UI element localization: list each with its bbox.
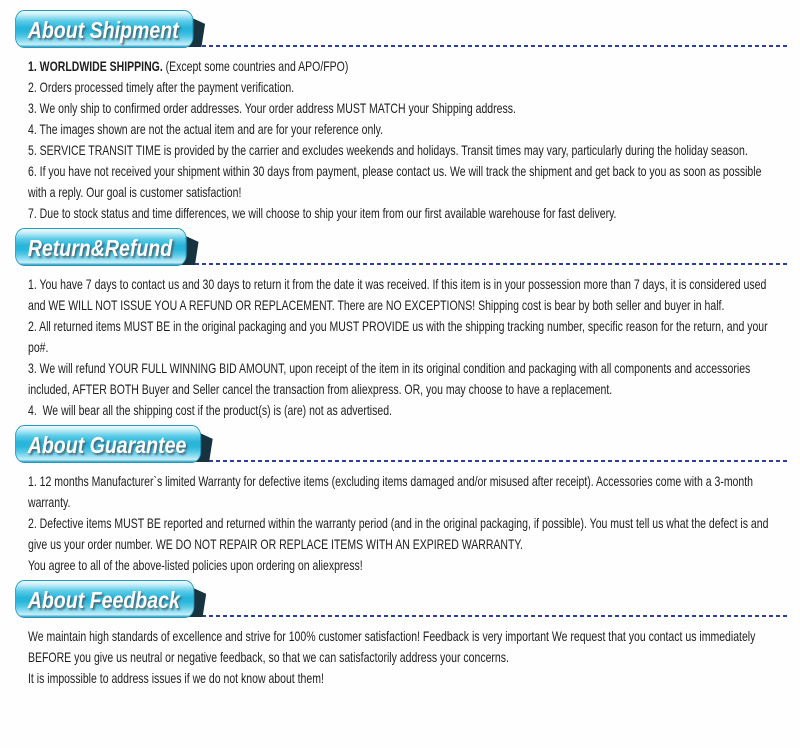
- section-body-wrap: [28, 56, 800, 224]
- policy-item: 3. We will refund YOUR FULL WINNING BID AMOUNT, upon receipt of the item in its original condition and packaging with all components and accessories included, AFTER BOTH Buyer and Seller cancel the transaction from aliexpress. OR, you may choose to have a replacement.: [28, 360, 751, 397]
- policy-item: 1. 12 months Manufacturer`s limited Warranty for defective items (excluding items damaged and/or misused after receipt). Accessories come with a 3-month warranty.: [28, 473, 754, 510]
- policy-item: 2. All returned items MUST BE in the original packaging and you MUST PROVIDE us with the shipping tracking number, specific reason for the return, and your po#.: [28, 318, 768, 355]
- section-title: About Shipment: [27, 17, 179, 43]
- header-badge-wrap: [15, 10, 193, 48]
- section-body-wrap: [28, 274, 800, 421]
- section-return-refund: [0, 228, 800, 421]
- policy-item-text: (Except some countries and APO/FPO): [162, 58, 349, 74]
- policy-item: [28, 56, 771, 77]
- section-body: [28, 471, 771, 576]
- section-title: Return&Refund: [27, 235, 173, 261]
- section-body: [28, 274, 771, 421]
- section-header-shipment: [0, 10, 800, 48]
- policy-item: 4. We will bear all the shipping cost if the product(s) is (are) not as advertised.: [28, 402, 392, 418]
- policy-item: 3. We only ship to confirmed order addresses. Your order address MUST MATCH your Shipping address.: [28, 100, 516, 116]
- section-body-wrap: [28, 626, 800, 689]
- policy-item: 6. If you have not received your shipment within 30 days from payment, please contact us. We will track the shipment and get back to you as soon as possible with a reply. Our goal is customer satisfaction!: [28, 163, 762, 200]
- section-title: About Feedback: [27, 587, 180, 613]
- policy-item: 2. Defective items MUST BE reported and returned within the warranty period (and in the original packaging, if possible). You must tell us what the defect is and give us your order number. WE DO NOT REPAIR OR REPLACE ITEMS WITH AN EXPIRED WARRANTY.: [28, 515, 769, 552]
- policy-item: You agree to all of the above-listed policies upon ordering on aliexpress!: [28, 557, 363, 573]
- header-badge: [15, 580, 194, 618]
- section-guarantee: [0, 425, 800, 576]
- header-badge-wrap: [15, 228, 187, 266]
- section-feedback: [0, 580, 800, 689]
- section-body: [28, 626, 771, 689]
- section-header-feedback: [0, 580, 800, 618]
- policy-item: It is impossible to address issues if we do not know about them!: [28, 670, 324, 686]
- section-shipment: [0, 10, 800, 224]
- header-badge-wrap: [15, 425, 201, 463]
- policy-item: 7. Due to stock status and time differences, we will choose to ship your item from our first available warehouse for fast delivery.: [28, 205, 617, 221]
- section-title: About Guarantee: [27, 432, 187, 458]
- section-body: [28, 56, 771, 224]
- policy-item: 1. You have 7 days to contact us and 30 days to return it from the date it was received. If this item is in your possession more than 7 days, it is considered used and WE WILL NOT ISSUE YOU A REFUND OR REPLACEMENT. There are NO EXCEPTIONS! Shipping cost is bear by both seller and buyer in half.: [28, 276, 767, 313]
- section-header-guarantee: [0, 425, 800, 463]
- policy-item: 5. SERVICE TRANSIT TIME is provided by the carrier and excludes weekends and holidays. Transit times may vary, particularly during the holiday season.: [28, 142, 748, 158]
- header-badge: [15, 425, 201, 463]
- header-badge-wrap: [15, 580, 194, 618]
- header-badge: [15, 10, 193, 48]
- policy-item: 4. The images shown are not the actual item and are for your reference only.: [28, 121, 384, 137]
- policy-item-bold: 1. WORLDWIDE SHIPPING.: [28, 58, 163, 74]
- policy-item: We maintain high standards of excellence and strive for 100% customer satisfaction! Feedback is very important We request that you contact us immediately BEFORE you give us neutral or negative feedback, so that we can satisfactorily address your concerns.: [28, 628, 756, 665]
- section-header-return-refund: [0, 228, 800, 266]
- section-body-wrap: [28, 471, 800, 576]
- header-badge: [15, 228, 187, 266]
- policy-item: 2. Orders processed timely after the payment verification.: [28, 79, 295, 95]
